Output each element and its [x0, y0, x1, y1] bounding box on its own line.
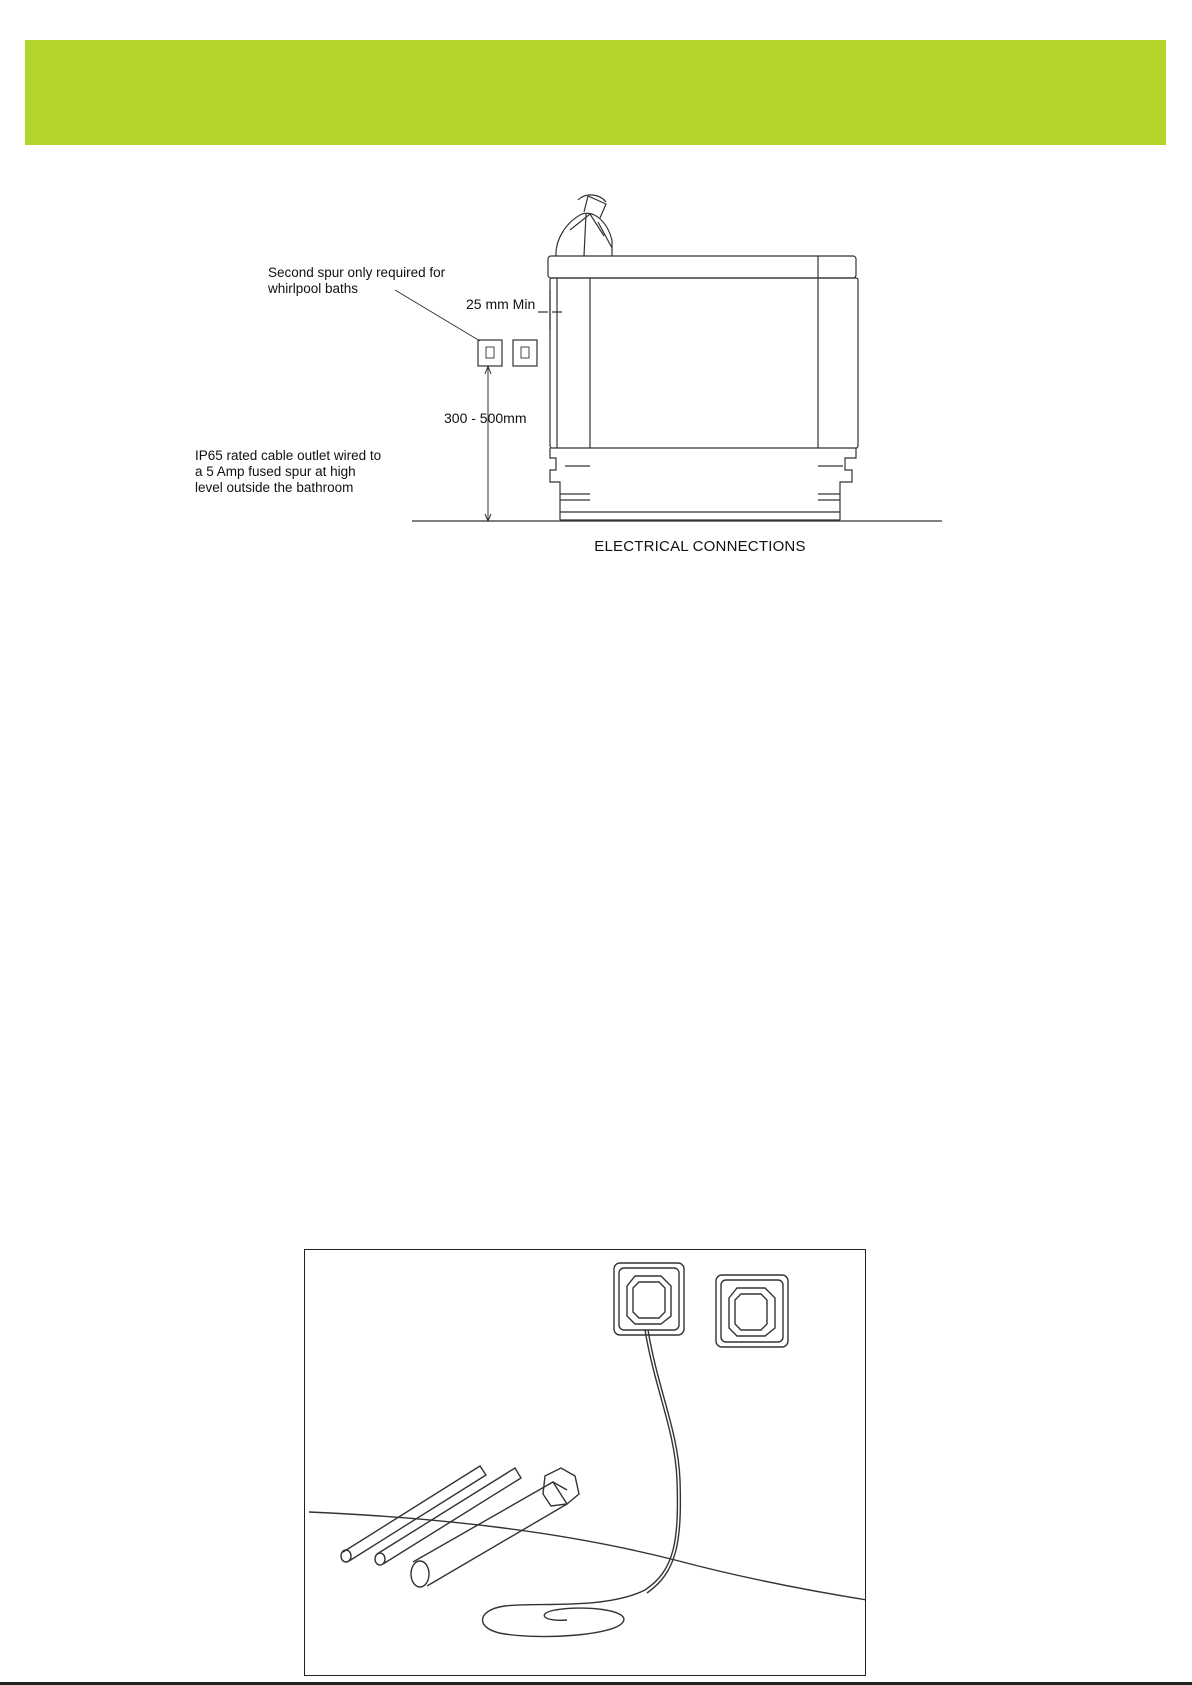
spur-switch-first: [513, 340, 537, 366]
clearance-dimension-label: 25 mm Min: [466, 296, 536, 312]
tap-icon: [556, 195, 612, 256]
socket-outlet-icon: [614, 1263, 684, 1335]
bath-side-elevation-drawing: [0, 0, 1192, 580]
wall-floor-line: [309, 1512, 865, 1600]
spare-socket-icon: [716, 1275, 788, 1347]
pipes-icon: [341, 1466, 579, 1587]
diagram-caption: ELECTRICAL CONNECTIONS: [594, 538, 806, 555]
spur-switch-second: [478, 340, 502, 366]
height-dimension-label: 300 - 500mm: [444, 410, 527, 426]
bath-rim: [548, 256, 856, 278]
second-spur-callout: Second spur only required for whirlpool baths: [268, 265, 446, 296]
cable-outlet-callout: IP65 rated cable outlet wired to a 5 Amp fused spur at high level outside the bathroom: [195, 448, 382, 495]
connections-illustration: [304, 1249, 866, 1676]
bath-panel: [550, 278, 858, 448]
